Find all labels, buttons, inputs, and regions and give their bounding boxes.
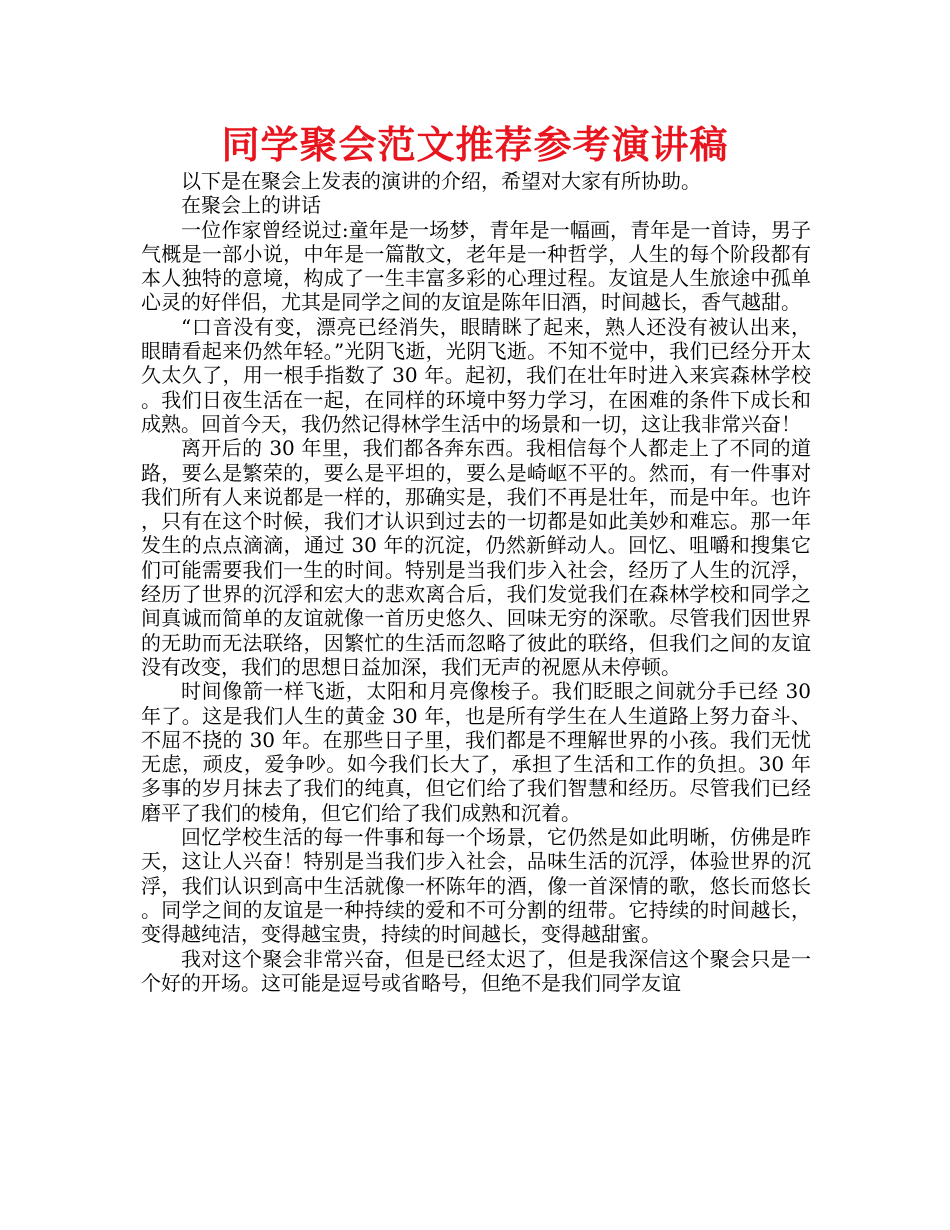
paragraph-thirty-years: 离开后的 30 年里，我们都各奔东西。我相信每个人都走上了不同的道路，要么是繁荣的，要么是平坦的，要么是崎岖不平的。然而，有一件事对我们所有人来说都是一样的，那确实是，我们不再是壮年，而是中年。也许，只有在这个时候，我们才认识到过去的一切都是如此美妙和难忘。那一年发生的点点滴滴，通过 30 年的沉淀，仍然新鲜动人。回忆、咀嚼和搜集它们可能需要我们一生的时间。特别是当我们步入社会，经历了人生的沉浮，经历了世界的沉浮和宏大的悲欢离合后，我们发觉我们在森林学校和同学之间真诚而简单的友谊就像一首历史悠久、回味无穷的深歌。尽管我们因世界的无助而无法联络，因繁忙的生活而忽略了彼此的联络，但我们之间的友谊没有改变，我们的思想日益加深，我们无声的祝愿从未停顿。	[141, 436, 811, 679]
paragraph-time-flies: “口音没有变，漂亮已经消失，眼睛眯了起来，熟人还没有被认出来，眼睛看起来仍然年轻。”光阴飞逝，光阴飞逝。不知不觉中，我们已经分开太久太久了，用一根手指数了 30 年。起初，我们在壮年时进入来宾森林学校。我们日夜生活在一起，在同样的环境中努力学习，在困难的条件下成长和成熟。回首今天，我仍然记得林学生活中的场景和一切，这让我非常兴奋！	[141, 314, 811, 436]
paragraph-golden-years: 时间像箭一样飞逝，太阳和月亮像梭子。我们眨眼之间就分手已经 30 年了。这是我们人生的黄金 30 年，也是所有学生在人生道路上努力奋斗、不屈不挠的 30 年。在那些日子里，我们都是不理解世界的小孩。我们无忧无虑，顽皮，爱争吵。如今我们长大了，承担了生活和工作的负担。30 年多事的岁月抹去了我们的纯真，但它们给了我们智慧和经历。尽管我们已经磨平了我们的棱角，但它们给了我们成熟和沉着。	[141, 679, 811, 825]
paragraph-speech-heading: 在聚会上的讲话	[181, 193, 321, 218]
paragraph-writer-quote: 一位作家曾经说过:童年是一场梦，青年是一幅画，青年是一首诗，男子气概是一部小说，中年是一篇散文，老年是一种哲学，人生的每个阶段都有本人独特的意境，构成了一生丰富多彩的心理过程。友谊是人生旅途中孤单心灵的好伴侣，尤其是同学之间的友谊是陈年旧酒，时间越长，香气越甜。	[141, 217, 811, 315]
paragraph-intro: 以下是在聚会上发表的演讲的介绍，希望对大家有所协助。	[181, 169, 701, 193]
paragraph-reunion: 我对这个聚会非常兴奋，但是已经太迟了，但是我深信这个聚会只是一个好的开场。这可能是逗号或省略号，但绝不是我们同学友谊	[141, 946, 811, 995]
document-title: 同学聚会范文推荐参考演讲稿	[221, 123, 729, 167]
paragraph-school-memories: 回忆学校生活的每一件事和每一个场景，它仍然是如此明晰，仿佛是昨天，这让人兴奋！特别是当我们步入社会，品味生活的沉浮，体验世界的沉浮，我们认识到高中生活就像一杯陈年的酒，像一首深情的歌，悠长而悠长。同学之间的友谊是一种持续的爱和不可分割的纽带。它持续的时间越长，变得越纯洁，变得越宝贵，持续的时间越长，变得越甜蜜。	[141, 825, 811, 947]
document-body	[141, 169, 811, 995]
